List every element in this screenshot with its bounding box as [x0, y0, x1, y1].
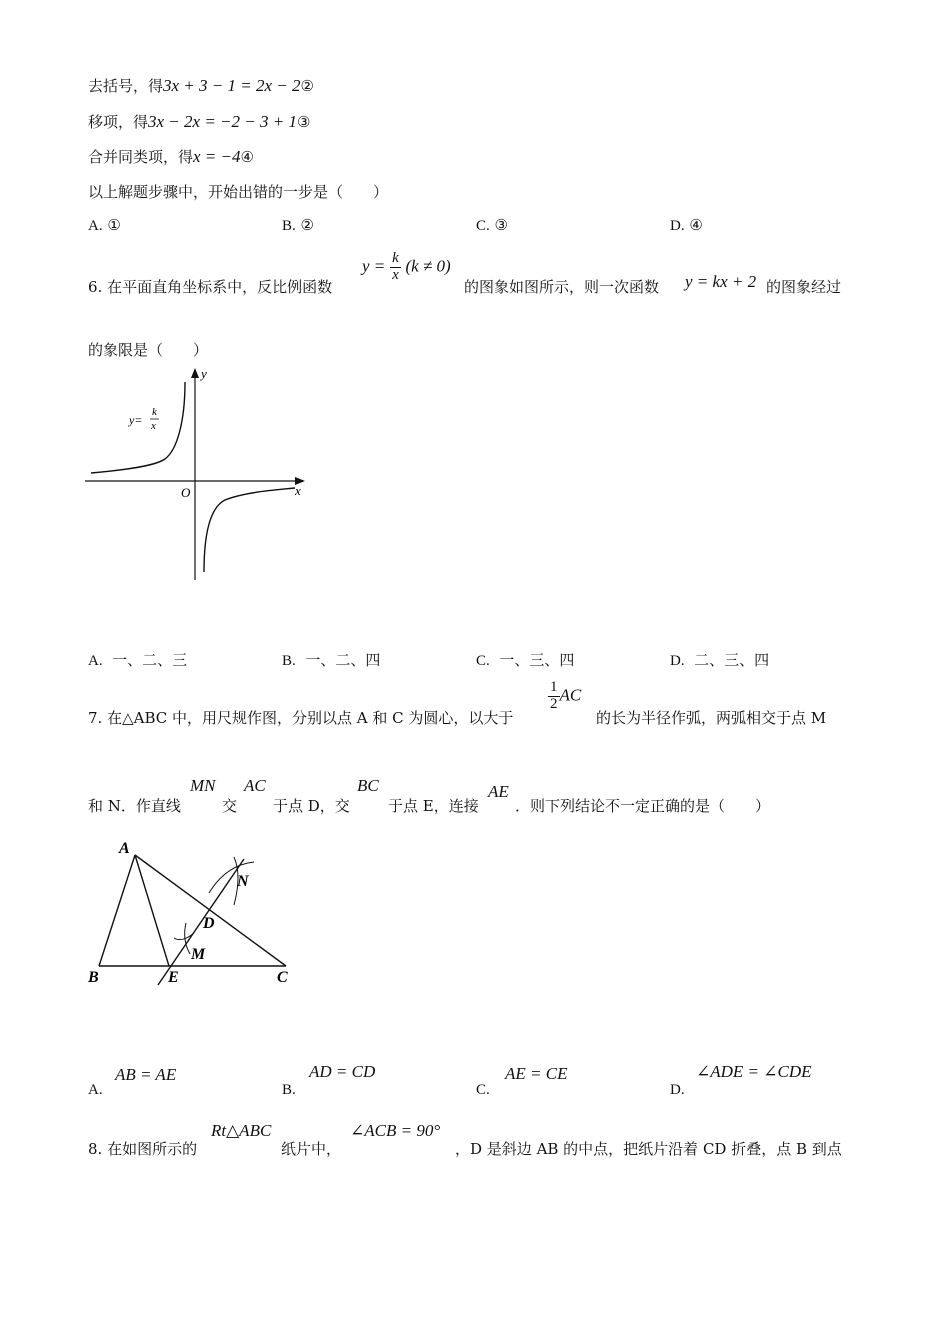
- point-m-label: M: [191, 946, 206, 963]
- q7-option-a-math: AB = AE: [115, 1065, 177, 1084]
- q8-angle: ∠ACB = 90°: [350, 1121, 441, 1140]
- question-number: 7.: [88, 709, 103, 727]
- option-letter: D.: [670, 1082, 685, 1098]
- step-number: ④: [240, 148, 254, 166]
- q7-text3: 和 N．作直线: [88, 797, 181, 815]
- option-letter: A.: [88, 1082, 103, 1098]
- q6-inverse-function: [362, 251, 451, 284]
- option-text: ④: [689, 216, 703, 234]
- q7-option-a[interactable]: [88, 1080, 103, 1099]
- q6-option-c[interactable]: [476, 649, 574, 670]
- option-letter: A.: [88, 653, 103, 669]
- q7-half-ac: [548, 680, 581, 713]
- option-text: ①: [107, 216, 121, 234]
- q7-segment-bc: BC: [357, 776, 379, 795]
- point-n-label: N: [237, 873, 249, 890]
- step-label: 移项，得: [88, 113, 149, 131]
- q7-option-b-math: AD = CD: [309, 1062, 376, 1081]
- q6-linear-function: y = kx + 2: [685, 272, 757, 291]
- question-number: 8.: [88, 1140, 103, 1158]
- q6-option-a[interactable]: [88, 649, 187, 670]
- option-letter: D.: [670, 653, 685, 669]
- point-b-label: B: [88, 969, 99, 986]
- q5-option-b[interactable]: [282, 216, 314, 235]
- option-letter: A.: [88, 218, 103, 234]
- q8-line1: [88, 1138, 197, 1159]
- q6-option-b[interactable]: [282, 649, 380, 670]
- hyperbola-branch-q4: [204, 488, 295, 572]
- q6-text2: 的图象如图所示，则一次函数: [464, 278, 660, 296]
- q5-question-text: 以上解题步骤中，开始出错的一步是（ ）: [88, 183, 389, 201]
- hyperbola-branch-q2: [91, 382, 185, 473]
- fraction: [390, 251, 401, 284]
- q8-text1: 在如图所示的: [107, 1140, 198, 1158]
- q6-option-d[interactable]: [670, 649, 769, 670]
- q7-option-b[interactable]: [282, 1080, 296, 1099]
- q7-text1: 在△ABC 中，用尺规作图，分别以点 A 和 C 为圆心，以大于: [107, 709, 514, 727]
- step-math: 3x + 3 − 1 = 2x − 2: [163, 76, 301, 95]
- question-number: 6.: [88, 278, 103, 296]
- option-text: 二、三、四: [694, 651, 770, 669]
- q7-line1: [88, 707, 513, 728]
- option-letter: C.: [476, 653, 490, 669]
- q6-text1: 在平面直角坐标系中，反比例函数: [107, 278, 333, 296]
- option-letter: B.: [282, 218, 296, 234]
- option-letter: C.: [476, 1082, 490, 1098]
- q8-text2: 纸片中，: [281, 1140, 342, 1158]
- q7-text7: ．则下列结论不一定正确的是（ ）: [515, 797, 771, 815]
- y-axis-label: y: [201, 366, 207, 381]
- fraction: [548, 680, 560, 713]
- q7-option-c-math: AE = CE: [505, 1064, 568, 1083]
- q8-triangle: Rt△ABC: [211, 1121, 272, 1140]
- q5-option-d[interactable]: [670, 216, 703, 235]
- option-text: ③: [494, 216, 508, 234]
- step-label: 合并同类项，得: [88, 148, 194, 166]
- x-axis-label: x: [295, 483, 301, 498]
- q8-text3: ，D 是斜边 AB 的中点，把纸片沿着 CD 折叠，点 B 到点: [455, 1140, 842, 1158]
- inverse-function-graph: [85, 362, 310, 587]
- func-label-x: x: [151, 420, 156, 432]
- q7-line-mn: MN: [190, 776, 216, 795]
- q7-option-d[interactable]: [670, 1080, 685, 1099]
- q7-segment-ac: AC: [244, 776, 266, 795]
- q5-option-c[interactable]: [476, 216, 508, 235]
- segment-ae-line: [135, 855, 169, 966]
- q7-option-c[interactable]: [476, 1080, 490, 1099]
- step-math: 3x − 2x = −2 − 3 + 1: [148, 112, 297, 131]
- q7-text2: 的长为半径作弧，两弧相交于点 M: [596, 709, 827, 727]
- frac-numerator: k: [392, 250, 399, 266]
- q6-text4: 的象限是（ ）: [88, 341, 209, 359]
- q7-segment-ae: AE: [488, 782, 509, 801]
- step-transpose: [88, 111, 310, 132]
- func-label-y: y=: [129, 413, 143, 427]
- q7-text5: 于点 D，交: [273, 797, 350, 815]
- option-text: 一、三、四: [499, 651, 575, 669]
- frac-numerator: 1: [550, 679, 558, 695]
- frac-denominator: x: [392, 266, 399, 283]
- point-e-label: E: [168, 969, 179, 986]
- segment-ab-line: [99, 855, 135, 966]
- q6-line1: [88, 276, 332, 297]
- point-d-label: D: [203, 915, 215, 932]
- step-label: 去括号，得: [88, 77, 164, 95]
- step-remove-brackets: [88, 75, 314, 96]
- func-condition: (k ≠ 0): [405, 256, 451, 276]
- q5-option-a[interactable]: [88, 216, 121, 235]
- func-y: y =: [362, 256, 386, 276]
- q7-text6: 于点 E，连接: [388, 797, 479, 815]
- frac-denominator: 2: [550, 695, 558, 712]
- option-text: 一、二、四: [305, 651, 381, 669]
- option-letter: C.: [476, 218, 490, 234]
- step-number: ②: [300, 77, 314, 95]
- point-c-label: C: [277, 969, 288, 986]
- step-math: x = −4: [193, 147, 241, 166]
- option-text: 一、二、三: [112, 651, 188, 669]
- option-letter: B.: [282, 1082, 296, 1098]
- segment-ac-line: [135, 855, 286, 966]
- q7-text4: 交: [222, 797, 238, 815]
- option-letter: B.: [282, 653, 296, 669]
- triangle-construction-figure: [82, 835, 307, 995]
- point-a-label: A: [119, 840, 130, 857]
- func-label-k: k: [152, 406, 157, 418]
- option-text: ②: [300, 216, 314, 234]
- segment-ac: AC: [559, 685, 582, 705]
- option-letter: D.: [670, 218, 685, 234]
- origin-label: O: [181, 485, 191, 500]
- q7-option-d-math: ∠ADE = ∠CDE: [696, 1062, 812, 1081]
- step-number: ③: [296, 113, 311, 131]
- q6-text3: 的图象经过: [766, 278, 842, 296]
- y-axis-arrow: [191, 368, 199, 378]
- step-combine: [88, 146, 254, 167]
